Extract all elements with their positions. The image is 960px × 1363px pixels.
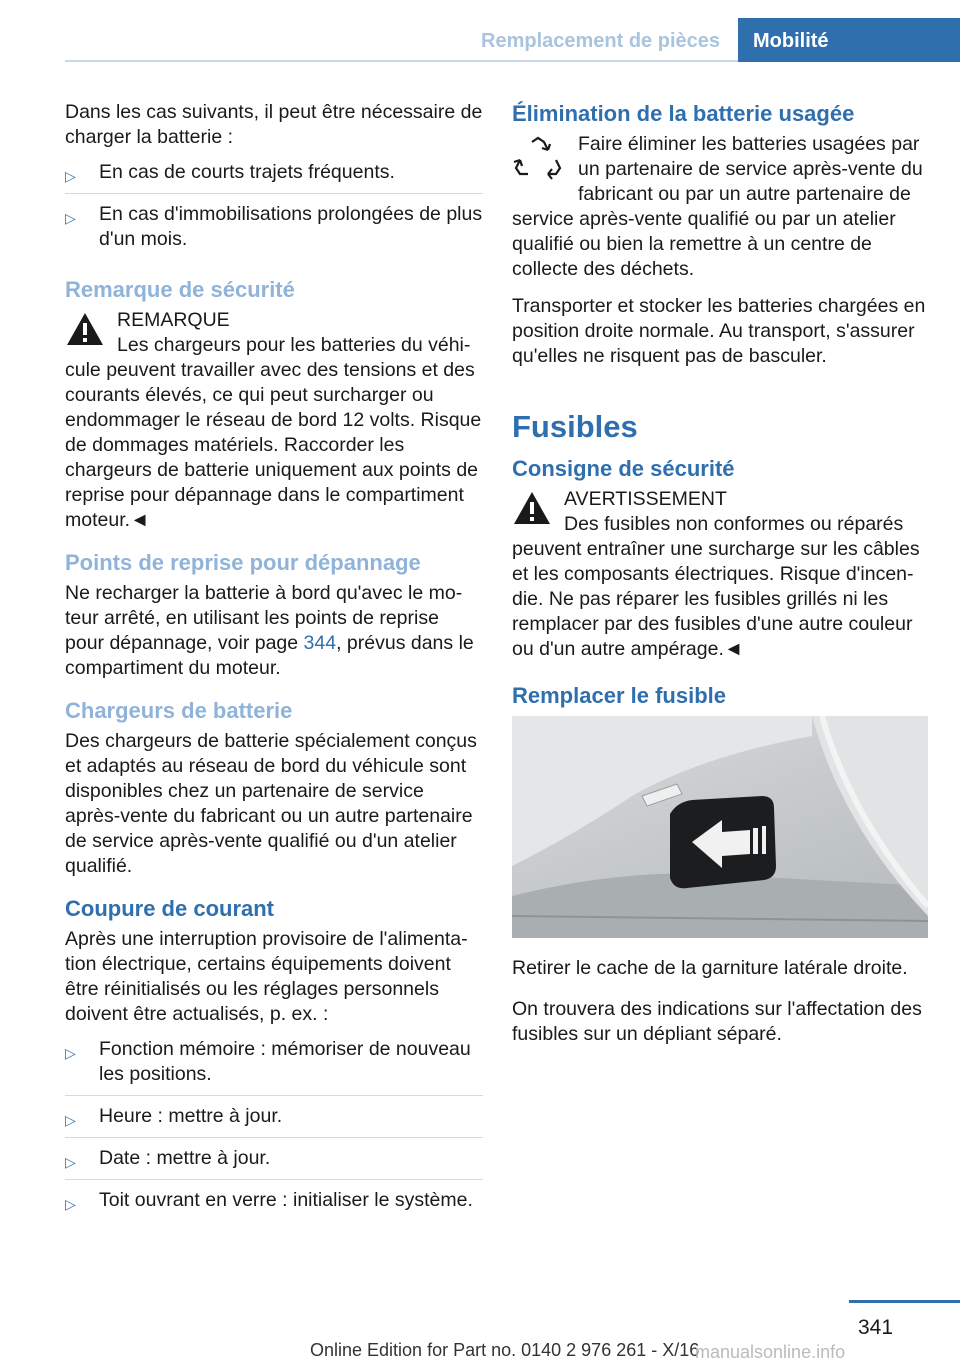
page-header — [0, 0, 960, 62]
power-cut-text: Après une interruption provisoire de l'alimentation électrique, certains équipements doivent être réinitialisés ou les réglages personnels doivent être actualisés, p. ex. : — [65, 928, 468, 1025]
page-footer — [0, 1300, 960, 1362]
chapter-tab-label: Mobilité — [753, 30, 829, 52]
chargers-text: Des chargeurs de batterie spécialement conçus et adaptés au réseau de bord du véhicule sont disponibles chez un partenaire de service après-vente du fabricant ou un autre partenaire de service après-vente qualifié ou d'un atelier qualifié. — [65, 730, 477, 877]
list-item: ▷ En cas d'immobilisations prolongées de plus d'un mois. — [65, 203, 483, 250]
right-column — [512, 100, 930, 1057]
fuse-safety-heading: Consigne de sécurité — [512, 456, 735, 481]
chapter-tab[interactable] — [738, 18, 960, 62]
safety-keyword: REMARQUE — [117, 309, 230, 331]
disposal-heading: Élimination de la batterie usagée — [512, 101, 855, 126]
transport-text: Transporter et stocker les batteries chargées en position droite normale. Au transport, s'assurer qu'elles ne risquent pas de basculer. — [512, 295, 926, 367]
fuse-warning-text: Des fusibles non conformes ou réparés peuvent entraîner une surcharge sur les câbles et les composants électriques. Risque d'incendie. Ne pas réparer les fusibles grillés ni les remplacer par des fusibles d'une autre couleur ou d'un autre ampérage.◄ — [512, 513, 920, 660]
warning-triangle-icon — [65, 310, 105, 348]
power-cut-heading: Coupure de courant — [65, 896, 275, 921]
power-cut-list — [65, 1037, 483, 1221]
disposal-text: Faire éliminer les batteries usagées par un partenaire de service après-vente du fabricant ou par un autre partenaire de service après-vente qualifié ou par un atelier qualifié ou bien la remettre à un centre de collecte des déchets. — [512, 133, 923, 280]
intro-text: Dans les cas suivants, il peut être nécessaire de charger la batterie : — [65, 101, 483, 148]
list-arrow-icon: ▷ — [65, 1196, 76, 1212]
page-link[interactable]: 344 — [303, 632, 337, 654]
footer-rule — [849, 1300, 960, 1303]
edition-line: Online Edition for Part no. 0140 2 976 261 - X/16 — [310, 1340, 700, 1360]
section-title: Remplacement de pièces — [481, 30, 720, 52]
jump-start-text: Ne recharger la batterie à bord qu'avec le moteur arrêté, en utilisant les points de reprise pour dépannage, voir page 344, prévus dans le compartiment du moteur. — [65, 582, 474, 679]
fuse-cover-photo — [512, 716, 928, 938]
fuse-keyword: AVERTISSEMENT — [564, 488, 727, 510]
fuse-cover-illustration — [512, 716, 928, 938]
list-item: ▷ Date : mettre à jour. — [65, 1146, 483, 1180]
header-rule — [65, 60, 738, 62]
intro-list — [65, 160, 483, 260]
watermark: manualsonline.info — [695, 1342, 846, 1362]
safety-text: Les chargeurs pour les batteries du véhicule peuvent travailler avec des tensions et des courants élevés, ce qui peut surcharger ou endommager le réseau de bord 12 volts. Risque de dommages matériels. Raccorder les chargeurs de batterie uniquement aux points de reprise pour dépannage dans le compartiment moteur.◄ — [65, 334, 482, 531]
replace-fuse-heading: Remplacer le fusible — [512, 683, 726, 708]
chargers-heading: Chargeurs de batterie — [65, 698, 293, 723]
warning-triangle-icon — [512, 489, 552, 527]
list-item: ▷ Heure : mettre à jour. — [65, 1104, 483, 1138]
safety-note — [65, 308, 483, 533]
replace-note-text: On trouvera des indications sur l'affectation des fusibles sur un dépliant séparé. — [512, 998, 922, 1045]
list-arrow-icon: ▷ — [65, 168, 76, 184]
list-arrow-icon: ▷ — [65, 1112, 76, 1128]
left-column — [65, 100, 483, 1231]
list-arrow-icon: ▷ — [65, 1154, 76, 1170]
list-arrow-icon: ▷ — [65, 210, 76, 226]
fuse-warning — [512, 487, 930, 662]
page-number: 341 — [858, 1316, 894, 1339]
list-arrow-icon: ▷ — [65, 1045, 76, 1061]
disposal-note — [512, 132, 930, 282]
recycling-icon — [512, 134, 564, 184]
list-item: ▷ En cas de courts trajets fréquents. — [65, 160, 483, 194]
jump-start-heading: Points de reprise pour dépannage — [65, 550, 421, 575]
replace-step-text: Retirer le cache de la garniture latérale droite. — [512, 957, 908, 979]
fuses-heading: Fusibles — [512, 409, 638, 444]
safety-heading: Remarque de sécurité — [65, 277, 295, 302]
list-item: ▷ Fonction mémoire : mémoriser de nouveau les positions. — [65, 1037, 483, 1096]
list-item: ▷ Toit ouvrant en verre : initialiser le système. — [65, 1188, 483, 1221]
